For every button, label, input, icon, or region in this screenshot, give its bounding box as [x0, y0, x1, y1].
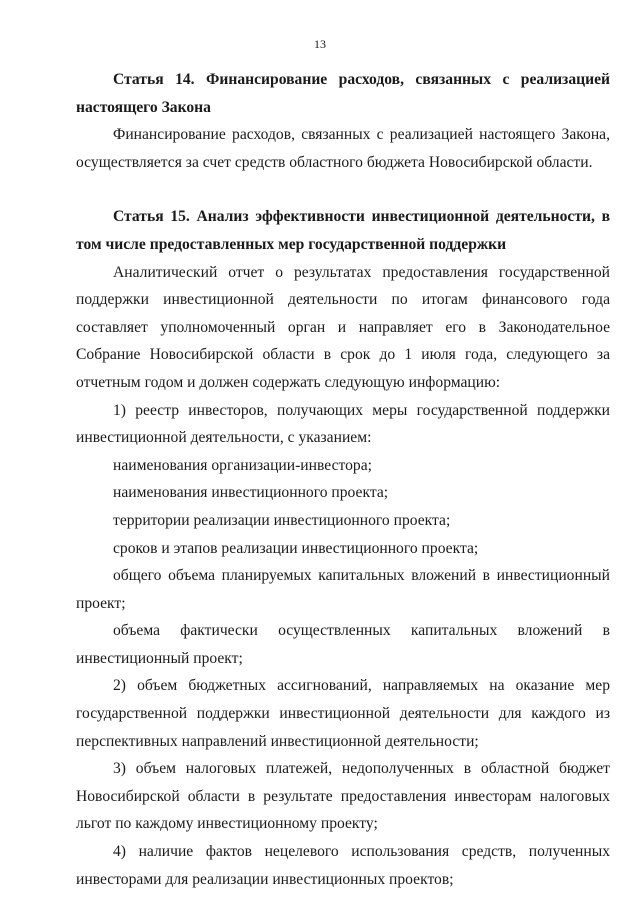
section-gap	[76, 176, 610, 203]
article-14-paragraph: Финансирование расходов, связанных с реализацией настоящего Закона, осуществляется за счет средств областного бюджета Новосибирской области.	[76, 126, 610, 171]
article-14-heading: Статья 14. Финансирование расходов, связанных с реализацией настоящего Закона	[76, 71, 610, 116]
sub-item-project-name: наименования инвестиционного проекта;	[113, 484, 389, 502]
article-15-intro: Аналитический отчет о результатах предоставления государственной поддержки инвестиционной деятельности по итогам финансового года составляет уполномоченный орган и направляет его в Законодательное Собрание Новосибирской области в срок до 1 июля года, следующего за отчетным годом и должен содержать следующую информацию:	[76, 263, 610, 391]
list-item-4: 4) наличие фактов нецелевого использования средств, полученных инвесторами для реализации инвестиционных проектов;	[76, 843, 610, 888]
list-item-2: 2) объем бюджетных ассигнований, направляемых на оказание мер государственной поддержки инвестиционной деятельности для каждого из перспективных направлений инвестиционной деятельности;	[76, 677, 610, 750]
sub-item-territory: территории реализации инвестиционного проекта;	[113, 511, 451, 529]
sub-item-actual-investment: объема фактически осуществленных капитальных вложений в инвестиционный проект;	[76, 622, 610, 667]
article-15-heading: Статья 15. Анализ эффективности инвестиционной деятельности, в том числе предоставленных мер государственной поддержки	[76, 208, 610, 253]
sub-item-planned-investment: общего объема планируемых капитальных вложений в инвестиционный проект;	[76, 567, 610, 612]
sub-item-terms: сроков и этапов реализации инвестиционного проекта;	[113, 539, 479, 557]
document-body	[76, 66, 610, 893]
list-item-1: 1) реестр инвесторов, получающих меры государственной поддержки инвестиционной деятельности, с указанием:	[76, 401, 610, 447]
list-item-3: 3) объем налоговых платежей, недополученных в областной бюджет Новосибирской области в результате предоставления инвесторам налоговых льгот по каждому инвестиционному проекту;	[76, 760, 610, 833]
sub-item-organization: наименования организации-инвестора;	[113, 456, 372, 474]
page-number: 13	[314, 37, 326, 51]
